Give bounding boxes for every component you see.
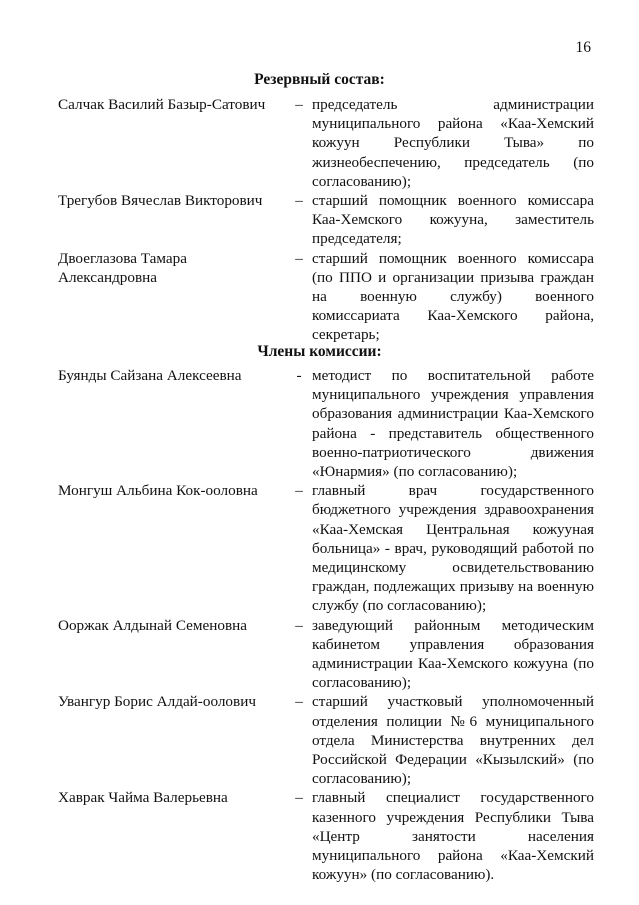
member-position: заведующий районным методическим кабинетом управления образования администрации Каа-Хемского кожууна (по согласованию); — [312, 616, 594, 692]
member-name: Увангур Борис Алдай-оолович — [58, 693, 256, 711]
members-entries — [58, 366, 594, 884]
member-name: Ооржак Алдынай Семеновна — [58, 616, 248, 634]
member-position: старший помощник военного комиссара (по ППО и организации призыва граждан на военную службу) военного комиссариата Каа-Хемского района, секретарь; — [312, 249, 594, 344]
reserve-entries — [58, 95, 594, 345]
member-position: главный врач государственного бюджетного учреждения здравоохранения «Каа-Хемская Центральная кожууная больница» - врач, руководящий работой по медицинскому освидетельствованию граждан, подлежащих призыву на военную службу (по согласованию); — [312, 482, 594, 615]
dash-separator: - — [296, 367, 302, 384]
page-number: 16 — [575, 39, 591, 56]
dash-separator: – — [295, 96, 303, 113]
member-name: Монгуш Альбина Кок-ооловна — [58, 482, 258, 500]
dash-separator: – — [295, 789, 303, 807]
reserve-section-title: Резервный состав: — [254, 71, 385, 88]
member-position: методист по воспитательной работе муниципального учреждения управления образования администрации Каа-Хемского района - представитель общественного военно-патриотического движения «Юнармия» (по согласованию); — [312, 367, 594, 481]
reserve-entry — [58, 95, 594, 191]
member-position: главный специалист государственного казенного учреждения Республики Тыва «Центр занятости населения муниципального района «Каа-Хемский кожуун» (по согласованию). — [312, 789, 594, 884]
dash-separator: – — [295, 616, 303, 634]
dash-separator: – — [295, 482, 303, 500]
dash-separator: – — [295, 192, 303, 210]
member-position: председатель администрации муниципального района «Каа-Хемский кожуун Республики Тыва» по жизнеобеспечению, председатель (по согласованию); — [312, 96, 594, 190]
reserve-entry — [58, 249, 594, 345]
member-entry — [58, 692, 594, 788]
reserve-entry — [58, 191, 594, 249]
member-name: Трегубов Вячеслав Викторович — [58, 192, 263, 210]
member-name: Двоеглазова Тамара Александровна — [58, 249, 187, 286]
member-entry — [58, 788, 594, 884]
members-section-title: Члены комиссии: — [257, 343, 382, 360]
member-entry — [58, 481, 594, 615]
member-position: старший участковый уполномоченный отделения полиции №6 муниципального отдела Министерства внутренних дел Российской Федерации «Кызылский» (по согласованию); — [312, 693, 594, 788]
member-position: старший помощник военного комиссара Каа-Хемского кожууна, заместитель председателя; — [312, 192, 594, 248]
member-name: Салчак Василий Базыр-Сатович — [58, 96, 266, 113]
member-name: Буянды Сайзана Алексеевна — [58, 367, 242, 384]
dash-separator: – — [295, 249, 303, 267]
member-name: Хаврак Чайма Валерьевна — [58, 789, 228, 807]
dash-separator: – — [295, 693, 303, 711]
member-entry — [58, 616, 594, 693]
member-entry — [58, 366, 594, 481]
